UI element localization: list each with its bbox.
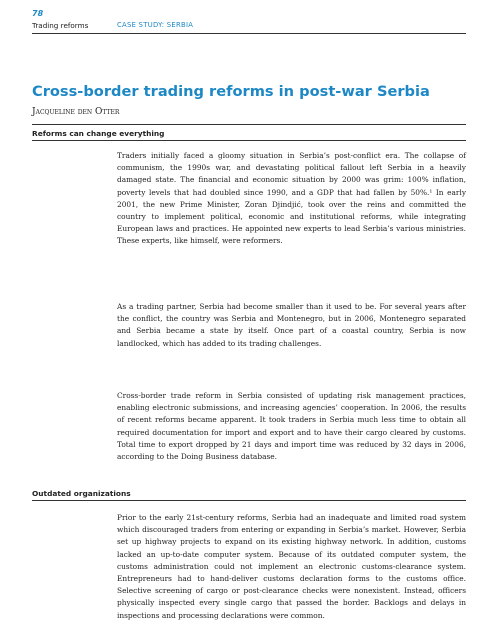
article-author: Jacqueline den Otter <box>32 107 120 117</box>
running-head: Trading reforms <box>32 21 89 30</box>
section-rule <box>32 140 466 141</box>
paragraph: Traders initially faced a gloomy situation in Serbia’s post-conflict era. The collapse of communism, the 1990s war, and devastating political fallout left Serbia in a heavily damaged state. The financial and economic situation by 2000 was grim: 100% inflation, poverty levels that had doubled since 1990, and a GDP that had fallen by 50%.¹ In early 2001, the new Prime Minister, Zoran Djindjić, took over the reins and committed the country to implement political, economic and institutional reforms, while integrating European laws and practices. He appointed new experts to lead Serbia’s various ministries. These experts, like himself, were reformers. <box>117 151 466 246</box>
section-heading-outdated: Outdated organizations <box>32 489 131 498</box>
section-heading-reforms: Reforms can change everything <box>32 129 165 138</box>
paragraph: Cross-border trade reform in Serbia consisted of updating risk management practices, enabling electronic submissions, and increasing agencies’ cooperation. In 2006, the results of recent reforms became apparent. It took traders in Serbia much less time to obtain all required documentation for import and export and to have their cargo cleared by customs. Total time to export dropped by 21 days and import time was reduced by 32 days in 2006, according to the Doing Business database. <box>117 391 466 462</box>
paragraph: As a trading partner, Serbia had become smaller than it used to be. For several years after the conflict, the country was Serbia and Montenegro, but in 2006, Montenegro separated and Serbia became a state by itself. Once part of a coastal country, Serbia is now landlocked, which has added to its trading challenges. <box>117 302 466 348</box>
section-label: CASE STUDY: SERBIA <box>117 21 194 29</box>
header-rule <box>32 33 466 34</box>
paragraph: Prior to the early 21st-century reforms, Serbia had an inadequate and limited road system which discouraged traders from entering or expanding in Serbia’s market. However, Serbia set up highway projects to expand on its existing highway network. In addition, customs lacked an up-to-date computer system. Because of its outdated computer system, the customs administration could not implement an electronic customs-clearance system. Entrepreneurs had to hand-deliver customs declaration forms to the customs office. Selective screening of cargo or post-clearance checks were nonexistent. Instead, officers physically inspected every single cargo that passed the border. Backlogs and delays in inspections and processing declarations were common. <box>117 513 466 620</box>
running-header <box>32 21 466 33</box>
page-number: 78 <box>32 9 44 18</box>
section-rule <box>32 500 466 501</box>
article-title: Cross-border trading reforms in post-war Serbia <box>32 83 430 100</box>
author-rule <box>32 124 466 125</box>
